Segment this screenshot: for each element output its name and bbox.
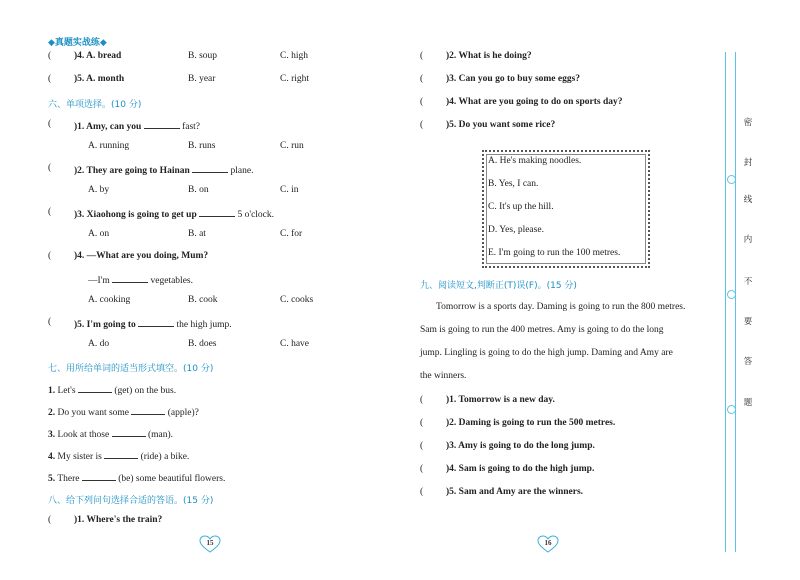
question-text: Let's bbox=[57, 386, 76, 396]
option-b: B. at bbox=[188, 229, 206, 239]
question-text: )5. I'm going to bbox=[74, 320, 136, 330]
statement-text: )4. Sam is going to do the high jump. bbox=[446, 464, 595, 474]
banner-title: ◆真题实战练◆ bbox=[48, 38, 107, 48]
fill-question-5 bbox=[48, 471, 225, 484]
section-title-8: 八、给下列问句选择合适的答语。(15 分) bbox=[48, 496, 214, 506]
seal-char: 题 bbox=[743, 398, 753, 408]
question-text: )3. Can you go to buy some eggs? bbox=[446, 74, 581, 84]
answer-paren[interactable]: ( bbox=[48, 515, 52, 525]
answer-paren[interactable]: ( bbox=[420, 418, 424, 428]
option-a: A. on bbox=[88, 229, 110, 239]
passage-line: Tomorrow is a sports day. Daming is going to run the 800 metres. bbox=[436, 302, 686, 312]
statement-text: )3. Amy is going to do the long jump. bbox=[446, 441, 595, 451]
question-text-end: (ride) a bike. bbox=[140, 452, 190, 462]
question-text: )2. They are going to Hainan bbox=[74, 166, 190, 176]
seal-line-inner bbox=[725, 52, 726, 552]
question-text-end: 5 o'clock. bbox=[237, 210, 275, 220]
fill-blank[interactable] bbox=[131, 405, 165, 415]
question-number: 3. bbox=[48, 430, 56, 440]
seal-char: 答 bbox=[743, 357, 753, 367]
answer-paren[interactable]: ( bbox=[420, 395, 424, 405]
answer-paren[interactable]: ( bbox=[48, 51, 52, 61]
question-text-end: the high jump. bbox=[176, 320, 232, 330]
fill-blank[interactable] bbox=[112, 273, 148, 283]
answer-option-b: B. Yes, I can. bbox=[488, 179, 539, 189]
seal-char: 线 bbox=[743, 195, 753, 205]
seal-char: 内 bbox=[743, 235, 753, 245]
fill-blank[interactable] bbox=[104, 449, 138, 459]
question-text: )1. Where's the train? bbox=[74, 515, 163, 525]
question-text: )4. What are you going to do on sports day? bbox=[446, 97, 623, 107]
option-c: C. in bbox=[280, 185, 299, 195]
passage-line: the winners. bbox=[420, 371, 467, 381]
seal-line-outer bbox=[735, 52, 736, 552]
question-option-a: )5. A. month bbox=[74, 74, 125, 84]
question-number: 4. bbox=[48, 452, 56, 462]
answer-paren[interactable]: ( bbox=[48, 207, 52, 217]
option-c: C. run bbox=[280, 141, 304, 151]
passage-line: jump. Lingling is going to do the high jump. Daming and Amy are bbox=[420, 348, 673, 358]
question-text: My sister is bbox=[57, 452, 102, 462]
passage-line: Sam is going to run the 400 metres. Amy is going to do the long bbox=[420, 325, 664, 335]
statement-text: )1. Tomorrow is a new day. bbox=[446, 395, 555, 405]
page-number: 15 bbox=[206, 539, 214, 547]
option-b: B. on bbox=[188, 185, 209, 195]
question-text-line2: —I'm bbox=[88, 276, 110, 286]
answer-paren[interactable]: ( bbox=[48, 317, 52, 327]
option-a: A. by bbox=[88, 185, 110, 195]
question-option-b: B. year bbox=[188, 74, 216, 84]
question-number: 2. bbox=[48, 408, 56, 418]
binding-hole-icon bbox=[727, 290, 736, 299]
question-text-end: (man). bbox=[147, 430, 174, 440]
fill-blank[interactable] bbox=[144, 119, 180, 129]
option-b: B. runs bbox=[188, 141, 216, 151]
question-text-end: (be) some beautiful flowers. bbox=[118, 474, 226, 484]
page-number-badge bbox=[199, 535, 221, 553]
option-a: A. do bbox=[88, 339, 110, 349]
answer-option-c: C. It's up the hill. bbox=[488, 202, 554, 212]
answer-paren[interactable]: ( bbox=[48, 251, 52, 261]
option-a: A. cooking bbox=[88, 295, 131, 305]
question-text-end: vegetables. bbox=[150, 276, 193, 286]
question-text: )2. What is he doing? bbox=[446, 51, 532, 61]
answer-paren[interactable]: ( bbox=[420, 97, 424, 107]
question-number: 1. bbox=[48, 386, 56, 396]
option-b: B. cook bbox=[188, 295, 218, 305]
question-text: )1. Amy, can you bbox=[74, 122, 142, 132]
fill-question-1 bbox=[48, 383, 176, 396]
answer-paren[interactable]: ( bbox=[420, 74, 424, 84]
option-c: C. cooks bbox=[280, 295, 314, 305]
answer-paren[interactable]: ( bbox=[420, 120, 424, 130]
seal-char: 封 bbox=[743, 158, 753, 168]
question-text: )5. Do you want some rice? bbox=[446, 120, 556, 130]
question-text-end: fast? bbox=[182, 122, 200, 132]
fill-blank[interactable] bbox=[78, 383, 112, 393]
option-c: C. have bbox=[280, 339, 310, 349]
fill-blank[interactable] bbox=[138, 317, 174, 327]
question-option-b: B. soup bbox=[188, 51, 218, 61]
option-a: A. running bbox=[88, 141, 130, 151]
answer-options-box bbox=[482, 150, 650, 268]
seal-char: 密 bbox=[743, 118, 753, 128]
seal-char: 不 bbox=[743, 277, 753, 287]
answer-option-e: E. I'm going to run the 100 metres. bbox=[488, 248, 621, 258]
option-b: B. does bbox=[188, 339, 217, 349]
question-text: Look at those bbox=[57, 430, 110, 440]
section-title-7: 七、用所给单词的适当形式填空。(10 分) bbox=[48, 364, 214, 374]
section-title-6: 六、单项选择。(10 分) bbox=[48, 100, 142, 110]
section-title-9: 九、阅读短文,判断正(T)误(F)。(15 分) bbox=[420, 281, 577, 291]
page-number-badge bbox=[537, 535, 559, 553]
fill-blank[interactable] bbox=[199, 207, 235, 217]
fill-blank[interactable] bbox=[82, 471, 116, 481]
binding-hole-icon bbox=[727, 175, 736, 184]
answer-paren[interactable]: ( bbox=[420, 464, 424, 474]
question-text: There bbox=[57, 474, 80, 484]
fill-blank[interactable] bbox=[192, 163, 228, 173]
answer-paren[interactable]: ( bbox=[48, 74, 52, 84]
binding-hole-icon bbox=[727, 405, 736, 414]
question-text-end: (apple)? bbox=[167, 408, 199, 418]
question-option-c: C. high bbox=[280, 51, 308, 61]
question-number: 5. bbox=[48, 474, 56, 484]
statement-text: )5. Sam and Amy are the winners. bbox=[446, 487, 584, 497]
answer-paren[interactable]: ( bbox=[420, 51, 424, 61]
option-c: C. for bbox=[280, 229, 303, 239]
question-option-c: C. right bbox=[280, 74, 310, 84]
question-text: )3. Xiaohong is going to get up bbox=[74, 210, 197, 220]
answer-paren[interactable]: ( bbox=[420, 487, 424, 497]
fill-question-2 bbox=[48, 405, 199, 418]
question-text-end: plane. bbox=[230, 166, 254, 176]
answer-option-a: A. He's making noodles. bbox=[488, 156, 582, 166]
question-text: Do you want some bbox=[57, 408, 130, 418]
question-text: )4. —What are you doing, Mum? bbox=[74, 251, 209, 261]
question-option-a: )4. A. bread bbox=[74, 51, 122, 61]
fill-question-4 bbox=[48, 449, 189, 462]
answer-option-d: D. Yes, please. bbox=[488, 225, 544, 235]
statement-text: )2. Daming is going to run the 500 metres. bbox=[446, 418, 616, 428]
answer-paren[interactable]: ( bbox=[420, 441, 424, 451]
fill-blank[interactable] bbox=[112, 427, 146, 437]
answer-paren[interactable]: ( bbox=[48, 163, 52, 173]
answer-paren[interactable]: ( bbox=[48, 119, 52, 129]
question-text-end: (get) on the bus. bbox=[114, 386, 177, 396]
seal-char: 要 bbox=[743, 317, 753, 327]
page-number: 16 bbox=[544, 539, 552, 547]
fill-question-3 bbox=[48, 427, 173, 440]
